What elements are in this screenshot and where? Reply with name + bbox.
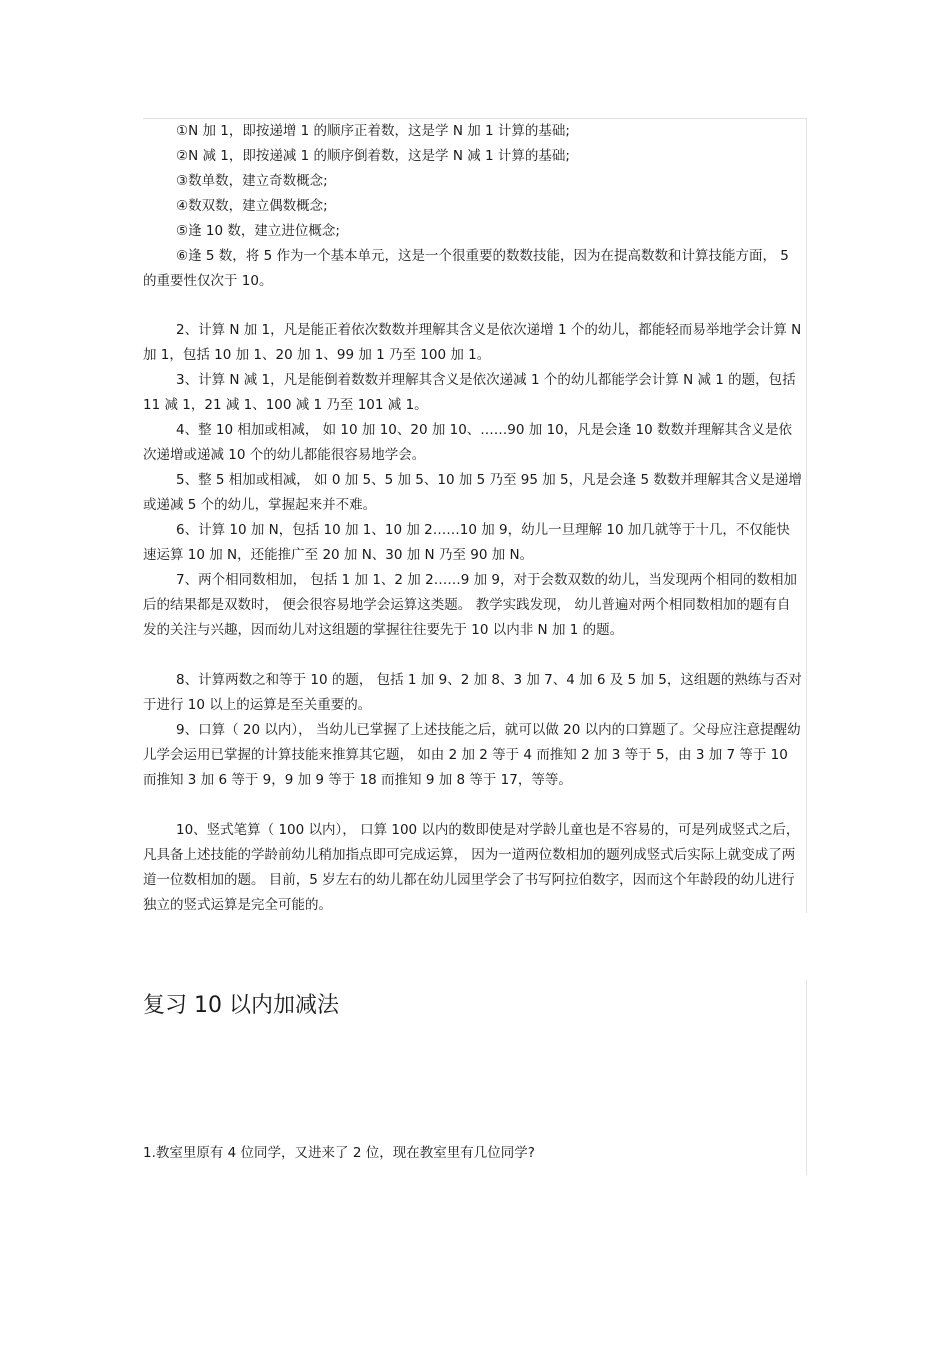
paragraph-4: 4、整 10 相加或相减， 如 10 加 10、20 加 10、……90 加 10，凡是会逢 10 数数并理解其含义是依次递增或递减 10 个的幼儿都能很容易地学会。 (143, 422, 793, 463)
list-item: ④数双数，建立偶数概念; (176, 198, 328, 214)
list-item: ②N 减 1，即按递减 1 的顺序倒着数，这是学 N 减 1 计算的基础; (176, 148, 570, 164)
list-item: ③数单数，建立奇数概念; (176, 173, 328, 189)
paragraph-2: 2、计算 N 加 1，凡是能正着依次数数并理解其含义是依次递增 1 个的幼儿，都能轻而易举地学会计算 N 加 1，包括 10 加 1、20 加 1、99 加 1 乃至 100 加 1。 (143, 322, 802, 363)
paragraph-3: 3、计算 N 减 1，凡是能倒着数数并理解其含义是依次递减 1 个的幼儿都能学会计算 N 减 1 的题，包括 11 减 1，21 减 1、100 减 1 乃至 101 减 1。 (143, 372, 796, 413)
content-block-top (143, 118, 807, 913)
question-1: 1.教室里原有 4 位同学，又进来了 2 位，现在教室里有几位同学? (143, 1145, 535, 1161)
list-item: ⑥逢 5 数，将 5 作为一个基本单元，这是一个很重要的数数技能，因为在提高数数和计算技能方面， 5 的重要性仅次于 10。 (143, 248, 789, 289)
section-heading: 复习 10 以内加减法 (143, 993, 339, 1018)
paragraph-9: 9、口算（ 20 以内）， 当幼儿已掌握了上述技能之后，就可以做 20 以内的口算题了。父母应注意提醒幼儿学会运用已掌握的计算技能来推算其它题， 如由 2 加 2 等于 4 而推知 2 加 3 等于 5，由 3 加 7 等于 10 而推知 3 加 6 等于 9，9 加 9 等于 18 而推知 9 加 8 等于 17，等等。 (143, 722, 801, 788)
content-block-bottom (143, 980, 807, 1175)
paragraph-7: 7、两个相同数相加， 包括 1 加 1、2 加 2……9 加 9，对于会数双数的幼儿，当发现两个相同的数相加后的结果都是双数时， 便会很容易地学会运算这类题。 教学实践发现， 幼儿普遍对两个相同数相加的题有自发的关注与兴趣，因而幼儿对这组题的掌握往往要先于 10 以内非 N 加 1 的题。 (143, 572, 797, 638)
paragraph-5: 5、整 5 相加或相减， 如 0 加 5、5 加 5、10 加 5 乃至 95 加 5，凡是会逢 5 数数并理解其含义是递增或递减 5 个的幼儿，掌握起来并不难。 (143, 472, 802, 513)
list-item: ⑤逢 10 数，建立进位概念; (176, 223, 340, 239)
list-item: ①N 加 1，即按递增 1 的顺序正着数，这是学 N 加 1 计算的基础; (176, 123, 570, 139)
paragraph-6: 6、计算 10 加 N，包括 10 加 1、10 加 2……10 加 9，幼儿一旦理解 10 加几就等于十几，不仅能快速运算 10 加 N，还能推广至 20 加 N、30 加 N 乃至 90 加 N。 (143, 522, 790, 563)
paragraph-10: 10、竖式笔算（ 100 以内）， 口算 100 以内的数即使是对学龄儿童也是不容易的，可是列成竖式之后， 凡具备上述技能的学龄前幼儿稍加指点即可完成运算， 因为一道两位数相加的题列成竖式后实际上就变成了两道一位数相加的题。 目前，5 岁左右的幼儿都在幼儿园里学会了书写阿拉伯数字，因而这个年龄段的幼儿进行独立的竖式运算是完全可能的。 (143, 822, 800, 913)
paragraph-8: 8、计算两数之和等于 10 的题， 包括 1 加 9、2 加 8、3 加 7、4 加 6 及 5 加 5，这组题的熟练与否对于进行 10 以上的运算是至关重要的。 (143, 672, 802, 713)
